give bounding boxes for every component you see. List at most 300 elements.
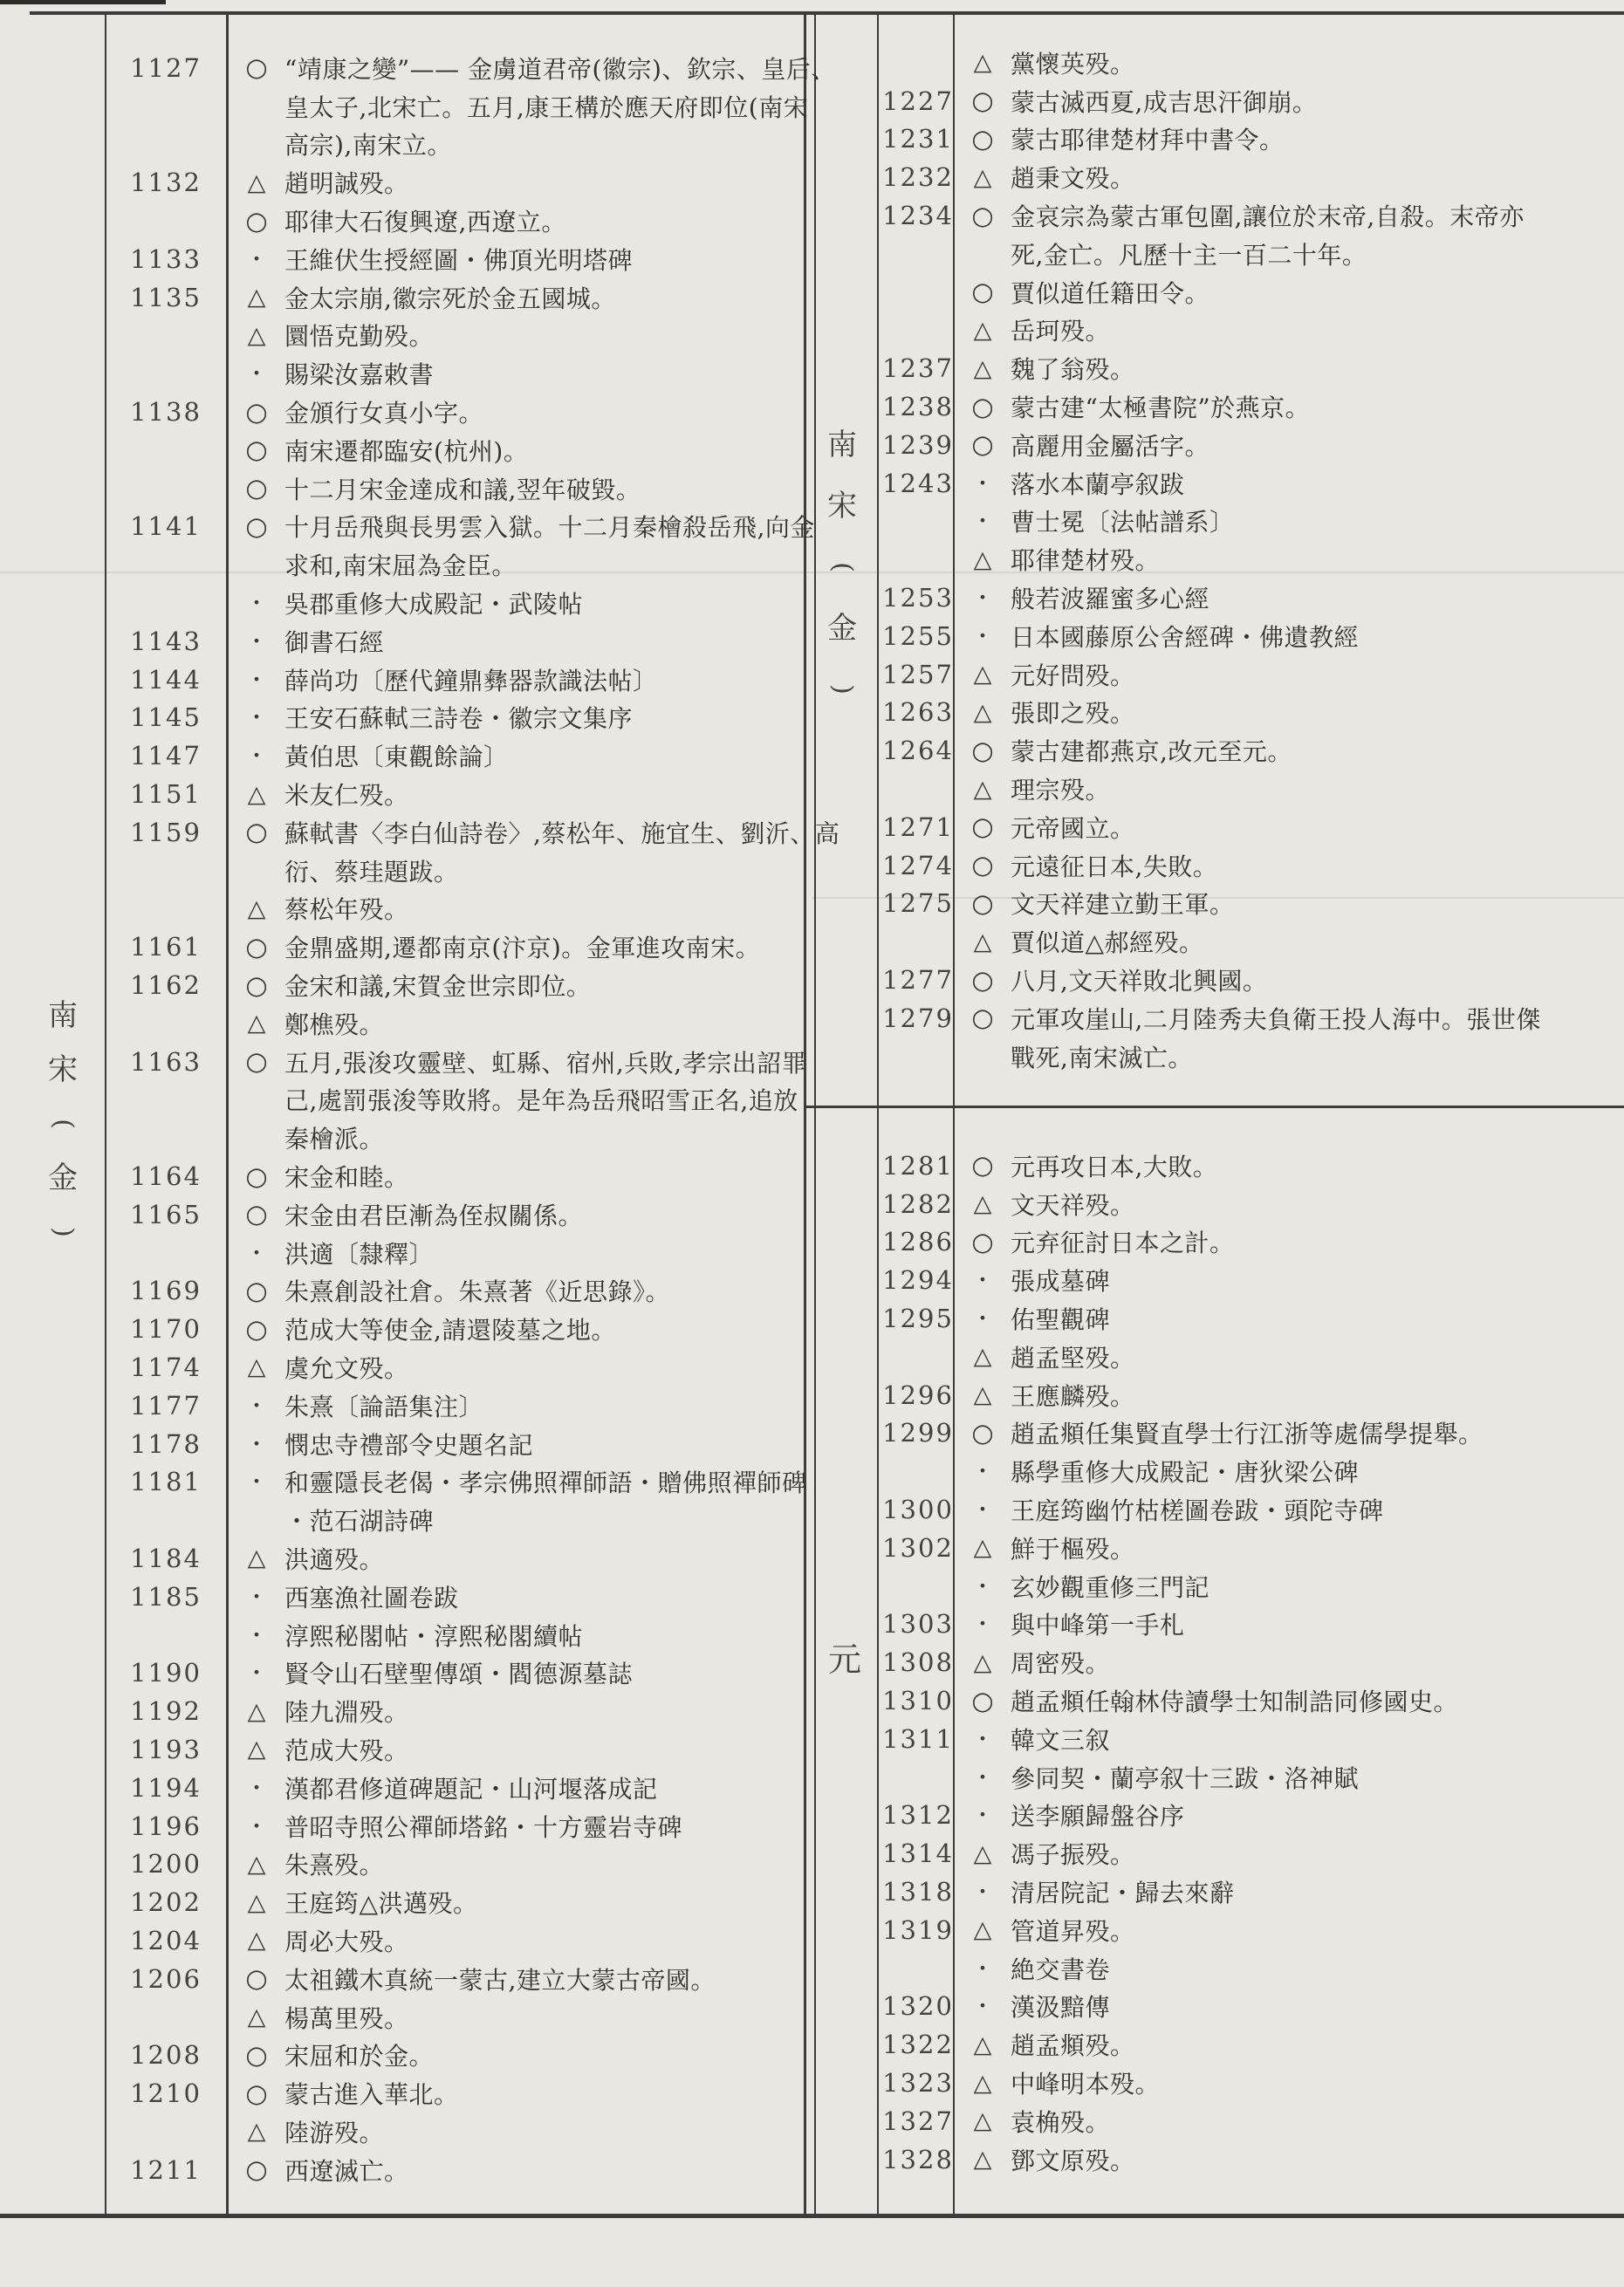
dot-marker-icon: • <box>978 1310 987 1327</box>
entry-text: 五月,張浚攻靈壁、虹縣、宿州,兵敗,孝宗出詔罪 <box>284 1048 807 1078</box>
entry-year: 1208 <box>130 2040 202 2071</box>
entry-text: 己,處罰張浚等敗將。是年為岳飛昭雪正名,追放 <box>284 1086 798 1116</box>
entry-text: 絶交書卷 <box>1011 1955 1111 1984</box>
entry-text: 八月,文天祥敗北興國。 <box>1011 967 1268 996</box>
entry-row <box>130 278 843 317</box>
entry-text: 曹士冕〔法帖譜系〕 <box>1011 508 1235 538</box>
entry-year: 1232 <box>882 162 954 193</box>
entry-row <box>130 1692 843 1730</box>
entry-row <box>882 158 1586 196</box>
entry-text: 玄妙觀重修三門記 <box>1011 1572 1210 1602</box>
table-border-top <box>30 11 1624 15</box>
entry-text: 金哀宗為蒙古軍包圍,讓位於末帝,自殺。末帝亦 <box>1011 202 1525 232</box>
entry-row-continuation <box>284 87 843 126</box>
entry-row <box>882 1834 1586 1873</box>
entry-text: 文天祥殁。 <box>1011 1190 1135 1220</box>
entry-year: 1311 <box>882 1723 954 1754</box>
entry-year: 1227 <box>882 86 954 116</box>
entry-year: 1174 <box>130 1352 202 1382</box>
entry-year: 1327 <box>882 2106 954 2136</box>
circle-marker-icon: ○ <box>971 1685 994 1715</box>
entry-year: 1135 <box>130 282 202 312</box>
entry-year: 1165 <box>130 1199 202 1229</box>
entry-year: 1314 <box>882 1839 954 1869</box>
entry-year: 1231 <box>882 124 954 154</box>
entry-text: 吳郡重修大成殿記・武陵帖 <box>284 590 584 620</box>
entry-row <box>245 202 843 240</box>
dot-marker-icon: • <box>252 1626 261 1643</box>
entry-text: 送李願歸盤谷序 <box>1011 1802 1185 1832</box>
dot-marker-icon: • <box>252 1817 261 1834</box>
entry-row <box>247 1004 843 1043</box>
era-label-char: 宋 <box>827 489 857 524</box>
entry-year: 1275 <box>882 888 954 919</box>
dot-marker-icon: • <box>252 632 261 649</box>
era-label-char: ) <box>48 1227 79 1237</box>
triangle-marker-icon: △ <box>973 661 992 688</box>
entry-text: 求和,南宋屈為金臣。 <box>284 551 517 581</box>
entry-row <box>882 2064 1586 2102</box>
circle-marker-icon: ○ <box>245 396 268 427</box>
entry-year: 1303 <box>882 1609 954 1640</box>
entry-year: 1300 <box>882 1495 954 1525</box>
entry-row <box>882 1261 1586 1299</box>
entry-row <box>978 503 1586 541</box>
era-label-char: ) <box>827 684 858 695</box>
entry-text: 中峰明本殁。 <box>1011 2070 1161 2099</box>
entry-text: 漢汲黯傳 <box>1011 1993 1111 2023</box>
entry-row <box>971 273 1586 312</box>
circle-marker-icon: ○ <box>245 931 268 962</box>
circle-marker-icon: ○ <box>245 205 268 236</box>
triangle-marker-icon: △ <box>247 780 266 808</box>
entry-row <box>130 813 843 852</box>
circle-marker-icon: ○ <box>245 510 268 541</box>
entry-text: 蒙古建都燕京,改元至元。 <box>1011 737 1292 767</box>
entry-text: 朱熹創設社倉。朱熹著《近思錄》。 <box>284 1277 671 1307</box>
dot-marker-icon: • <box>978 1501 987 1518</box>
entry-year: 1299 <box>882 1418 954 1448</box>
entry-row <box>252 1616 843 1654</box>
entry-year: 1196 <box>130 1811 202 1841</box>
entry-text: 陸游殁。 <box>284 2118 385 2147</box>
entry-text: 元軍攻崖山,二月陸秀夫負衛王投人海中。張世傑 <box>1011 1004 1541 1034</box>
entry-text: 賈似道△郝經殁。 <box>1011 928 1204 958</box>
entry-row <box>882 1223 1586 1262</box>
era-label-char: 宋 <box>48 1052 78 1087</box>
circle-marker-icon: ○ <box>971 86 994 116</box>
entry-row <box>882 464 1586 503</box>
entry-text: 陸九淵殁。 <box>284 1698 409 1728</box>
entry-year: 1206 <box>130 1963 202 1994</box>
dot-marker-icon: • <box>978 1959 987 1976</box>
entry-text: 黨懷英殁。 <box>1011 49 1135 79</box>
triangle-marker-icon: △ <box>973 1534 992 1562</box>
entry-year: 1200 <box>130 1849 202 1880</box>
entry-row <box>130 1387 843 1425</box>
entry-year: 1312 <box>882 1800 954 1831</box>
entry-row <box>882 1185 1586 1223</box>
triangle-marker-icon: △ <box>247 168 266 196</box>
entry-row <box>882 2102 1586 2140</box>
entry-row <box>245 431 843 469</box>
dot-marker-icon: • <box>978 512 987 530</box>
triangle-marker-icon: △ <box>247 1850 266 1878</box>
entry-row <box>130 1578 843 1616</box>
circle-marker-icon: ○ <box>971 964 994 995</box>
entry-row <box>130 1730 843 1769</box>
triangle-marker-icon: △ <box>247 1544 266 1572</box>
entry-row-continuation <box>1011 1037 1586 1076</box>
entry-row <box>247 2112 843 2151</box>
entry-row <box>882 731 1586 770</box>
entry-row-continuation <box>284 852 843 890</box>
entry-year: 1133 <box>130 243 202 274</box>
entry-year: 1323 <box>882 2068 954 2099</box>
dot-marker-icon: • <box>252 594 261 612</box>
chronology-column-right-upper <box>882 44 1586 1076</box>
entry-row <box>130 240 843 278</box>
entry-row <box>130 1654 843 1692</box>
circle-marker-icon: ○ <box>245 817 268 847</box>
entry-year: 1320 <box>882 1991 954 2022</box>
entry-row <box>882 1797 1586 1835</box>
circle-marker-icon: ○ <box>245 1313 268 1344</box>
entry-row <box>973 770 1586 808</box>
circle-marker-icon: ○ <box>245 2154 268 2185</box>
triangle-marker-icon: △ <box>973 545 992 573</box>
entry-text: ・范石湖詩碑 <box>284 1507 435 1537</box>
triangle-marker-icon: △ <box>973 2146 992 2174</box>
triangle-marker-icon: △ <box>973 2107 992 2135</box>
entry-row <box>882 999 1586 1037</box>
entry-text: 元再攻日本,大敗。 <box>1011 1152 1218 1181</box>
dot-marker-icon: • <box>252 709 261 726</box>
entry-year: 1237 <box>882 353 954 384</box>
entry-year: 1138 <box>130 397 202 428</box>
triangle-marker-icon: △ <box>247 1888 266 1916</box>
triangle-marker-icon: △ <box>247 284 266 312</box>
entry-text: 般若波羅蜜多心經 <box>1011 585 1210 614</box>
circle-marker-icon: ○ <box>971 1417 994 1448</box>
entry-text: 蒙古建“太極書院”於燕京。 <box>1011 394 1311 423</box>
entry-text: 魏了翁殁。 <box>1011 355 1135 385</box>
entry-row <box>973 1338 1586 1376</box>
era-label-char: 南 <box>48 998 78 1033</box>
entry-text: 蔡松年殁。 <box>284 895 409 925</box>
circle-marker-icon: ○ <box>971 811 994 842</box>
entry-year: 1318 <box>882 1877 954 1907</box>
entry-text: 虞允文殁。 <box>284 1353 409 1383</box>
circle-marker-icon: ○ <box>971 1150 994 1181</box>
entry-year: 1181 <box>130 1467 202 1497</box>
entry-year: 1184 <box>130 1543 202 1573</box>
entry-text: 趙孟堅殁。 <box>1011 1343 1135 1373</box>
entry-row <box>882 961 1586 999</box>
entry-text: 西塞漁社圖卷跋 <box>284 1583 459 1613</box>
vline-left-label <box>105 11 106 2217</box>
dot-marker-icon: • <box>252 1587 261 1605</box>
entry-row <box>882 196 1586 235</box>
entry-row <box>882 426 1586 464</box>
entry-year: 1210 <box>130 2078 202 2109</box>
triangle-marker-icon: △ <box>973 1648 992 1676</box>
era-label-char: ( <box>827 562 858 572</box>
era-label-southern-song-jin-left <box>45 1000 80 1248</box>
entry-text: 縣學重修大成殿記・唐狄梁公碑 <box>1011 1458 1360 1488</box>
entry-year: 1302 <box>882 1532 954 1563</box>
entry-row <box>130 163 843 202</box>
entry-text: 王庭筠幽竹枯槎圖卷跋・頭陀寺碑 <box>1011 1496 1384 1526</box>
entry-text: 張成墓碑 <box>1011 1267 1111 1297</box>
dot-marker-icon: • <box>252 1243 261 1261</box>
entry-text: 岳珂殁。 <box>1011 317 1111 346</box>
entry-year: 1185 <box>130 1581 202 1612</box>
entry-text: 西遼滅亡。 <box>284 2156 409 2186</box>
entry-row <box>882 120 1586 159</box>
entry-year: 1177 <box>130 1390 202 1421</box>
entry-row-continuation <box>284 545 843 584</box>
entry-year: 1264 <box>882 736 954 766</box>
entry-text: 趙明誠殁。 <box>284 169 409 199</box>
dot-marker-icon: • <box>252 365 261 382</box>
entry-year: 1274 <box>882 850 954 880</box>
entry-text: 文天祥建立勤王軍。 <box>1011 890 1235 920</box>
entry-row <box>130 736 843 775</box>
entry-row <box>973 312 1586 350</box>
entry-row <box>882 1490 1586 1529</box>
entry-row <box>978 1452 1586 1490</box>
entry-year: 1295 <box>882 1304 954 1334</box>
dot-marker-icon: • <box>252 1396 261 1414</box>
entry-text: 金鼎盛期,遷都南京(汴京)。金軍進攻南宋。 <box>284 934 761 963</box>
circle-marker-icon: ○ <box>971 1226 994 1256</box>
entry-text: 趙孟頫任翰林侍讀學士知制誥同修國史。 <box>1011 1688 1459 1717</box>
entry-year: 1141 <box>130 511 202 542</box>
circle-marker-icon: ○ <box>245 1161 268 1191</box>
scan-smudge-top-left <box>0 0 166 4</box>
entry-row <box>247 1998 843 2037</box>
entry-row <box>130 775 843 813</box>
dot-marker-icon: • <box>252 1664 261 1681</box>
entry-year: 1239 <box>882 429 954 460</box>
entry-row <box>130 1157 843 1195</box>
entry-year: 1161 <box>130 932 202 962</box>
era-label-char: 金 <box>827 611 857 646</box>
entry-text: 宋屈和於金。 <box>284 2042 435 2071</box>
entry-text: 王庭筠△洪邁殁。 <box>284 1889 478 1919</box>
entry-text: 普昭寺照公禪師塔銘・十方靈岩寺碑 <box>284 1812 683 1842</box>
entry-row <box>882 1529 1586 1567</box>
triangle-marker-icon: △ <box>973 354 992 382</box>
entry-row <box>252 584 843 622</box>
entry-text: 耶律楚材殁。 <box>1011 546 1161 576</box>
dot-marker-icon: • <box>978 1615 987 1633</box>
entry-text: 衍、蔡珪題跋。 <box>284 857 459 887</box>
entry-text: 淳熙秘閣帖・淳熙秘閣續帖 <box>284 1621 584 1651</box>
entry-text: 元帝國立。 <box>1011 813 1135 843</box>
entry-row <box>130 2074 843 2112</box>
entry-row <box>882 349 1586 387</box>
triangle-marker-icon: △ <box>247 321 266 349</box>
dot-marker-icon: • <box>252 670 261 688</box>
chronology-column-left <box>130 49 843 2189</box>
entry-row <box>130 1043 843 1081</box>
entry-text: 趙孟頫殁。 <box>1011 2031 1135 2061</box>
entry-year: 1192 <box>130 1696 202 1727</box>
dot-marker-icon: • <box>252 1778 261 1796</box>
entry-row <box>882 1643 1586 1681</box>
entry-text: “靖康之變”—— 金虜道君帝(徽宗)、欽宗、皇后、 <box>284 54 836 84</box>
circle-marker-icon: ○ <box>245 2078 268 2108</box>
entry-text: 袁桷殁。 <box>1011 2107 1111 2137</box>
entry-year: 1202 <box>130 1887 202 1918</box>
entry-text: 朱熹殁。 <box>284 1851 385 1880</box>
entry-row <box>130 1845 843 1883</box>
entry-row <box>882 617 1586 655</box>
entry-row <box>130 49 843 87</box>
triangle-marker-icon: △ <box>973 49 992 77</box>
entry-year: 1277 <box>882 965 954 996</box>
entry-row <box>978 1567 1586 1606</box>
entry-text: 死,金亡。凡歷十主一百二十年。 <box>1011 240 1367 270</box>
circle-marker-icon: ○ <box>971 123 994 154</box>
entry-row <box>973 44 1586 82</box>
dot-marker-icon: • <box>978 1271 987 1289</box>
entry-text: 洪適殁。 <box>284 1544 385 1574</box>
entry-text: 王應麟殁。 <box>1011 1381 1135 1411</box>
dot-marker-icon: • <box>252 1435 261 1452</box>
entry-row <box>882 655 1586 694</box>
entry-row <box>252 354 843 393</box>
entry-row <box>130 1807 843 1845</box>
entry-text: 高宗),南宋立。 <box>284 131 452 161</box>
entry-year: 1170 <box>130 1314 202 1345</box>
entry-row <box>882 1414 1586 1453</box>
entry-year: 1178 <box>130 1428 202 1459</box>
circle-marker-icon: ○ <box>971 200 994 230</box>
dot-marker-icon: • <box>978 474 987 491</box>
entry-row <box>130 1883 843 1921</box>
entry-year: 1194 <box>130 1772 202 1803</box>
entry-row-continuation <box>1011 235 1586 273</box>
entry-text: 和靈隱長老偈・孝宗佛照禪師語・贈佛照禪師碑 <box>284 1469 807 1498</box>
entry-text: 十月岳飛與長男雲入獄。十二月秦檜殺岳飛,向金 <box>284 513 815 543</box>
entry-row <box>973 540 1586 579</box>
entry-year: 1282 <box>882 1188 954 1219</box>
entry-text: 御書石經 <box>284 627 385 657</box>
entry-text: 理宗殁。 <box>1011 776 1111 805</box>
entry-year: 1143 <box>130 626 202 656</box>
entry-text: 耶律大石復興遼,西遼立。 <box>284 208 566 237</box>
entry-year: 1190 <box>130 1658 202 1688</box>
entry-year: 1204 <box>130 1925 202 1955</box>
circle-marker-icon: ○ <box>245 435 268 465</box>
dot-marker-icon: • <box>978 1997 987 2015</box>
circle-marker-icon: ○ <box>245 52 268 83</box>
entry-year: 1147 <box>130 741 202 771</box>
entry-row <box>882 808 1586 846</box>
entry-text: 清居院記・歸去來辭 <box>1011 1879 1235 1908</box>
triangle-marker-icon: △ <box>973 1839 992 1867</box>
entry-text: 元遠征日本,失敗。 <box>1011 852 1218 881</box>
entry-row <box>882 1988 1586 2026</box>
circle-marker-icon: ○ <box>971 735 994 765</box>
entry-text: 馮子振殁。 <box>1011 1840 1135 1870</box>
entry-text: 南宋遷都臨安(杭州)。 <box>284 436 529 466</box>
entry-year: 1243 <box>882 468 954 498</box>
circle-marker-icon: ○ <box>245 2039 268 2070</box>
entry-row <box>882 579 1586 617</box>
entry-text: 金宋和議,宋賀金世宗即位。 <box>284 972 592 1002</box>
entry-text: 高麗用金屬活字。 <box>1011 431 1210 461</box>
dot-marker-icon: • <box>978 1883 987 1900</box>
entry-text: 黃伯思〔東觀餘論〕 <box>284 743 509 772</box>
entry-text: 范成大殁。 <box>284 1736 409 1765</box>
entry-text: 金太宗崩,徽宗死於金五國城。 <box>284 284 616 313</box>
dot-marker-icon: • <box>978 1768 987 1785</box>
entry-text: 宋金由君臣漸為侄叔關係。 <box>284 1201 584 1230</box>
entry-text: 鄭樵殁。 <box>284 1010 385 1039</box>
entry-text: 鮮于樞殁。 <box>1011 1534 1135 1564</box>
entry-text: 賜梁汝嘉敕書 <box>284 360 435 390</box>
entry-text: 賈似道任籍田令。 <box>1011 278 1210 308</box>
entry-row <box>130 1539 843 1578</box>
entry-row <box>252 1234 843 1272</box>
triangle-marker-icon: △ <box>973 928 992 955</box>
dot-marker-icon: • <box>978 1806 987 1824</box>
entry-row <box>882 387 1586 426</box>
entry-text: 王維伏生授經圖・佛頂光明塔碑 <box>284 245 634 275</box>
circle-marker-icon: ○ <box>971 429 994 460</box>
triangle-marker-icon: △ <box>247 1010 266 1037</box>
era-label-char: 元 <box>827 1640 861 1679</box>
entry-row <box>247 317 843 355</box>
circle-marker-icon: ○ <box>971 850 994 880</box>
entry-year: 1310 <box>882 1686 954 1716</box>
triangle-marker-icon: △ <box>973 775 992 803</box>
entry-row <box>882 82 1586 120</box>
entry-row <box>130 393 843 431</box>
entry-text: 戰死,南宋滅亡。 <box>1011 1043 1193 1072</box>
entry-text: 太祖鐵木真統一蒙古,建立大蒙古帝國。 <box>284 1965 716 1995</box>
entry-row <box>130 966 843 1004</box>
dot-marker-icon: • <box>978 1462 987 1480</box>
entry-row <box>130 1462 843 1501</box>
circle-marker-icon: ○ <box>245 473 268 503</box>
entry-text: 朱熹〔論語集注〕 <box>284 1392 484 1421</box>
entry-row <box>882 885 1586 923</box>
triangle-marker-icon: △ <box>247 1353 266 1381</box>
entry-text: 趙秉文殁。 <box>1011 164 1135 194</box>
dot-marker-icon: • <box>978 589 987 606</box>
entry-text: 薛尚功〔歷代鐘鼎彝器款識法帖〕 <box>284 666 658 695</box>
entry-text: 與中峰第一手札 <box>1011 1611 1185 1640</box>
dot-marker-icon: • <box>978 627 987 644</box>
entry-year: 1145 <box>130 702 202 733</box>
entry-text: 皇太子,北宋亡。五月,康王構於應天府即位(南宋 <box>284 92 809 122</box>
entry-row <box>882 846 1586 885</box>
entry-text: 張即之殁。 <box>1011 699 1135 729</box>
triangle-marker-icon: △ <box>973 1916 992 1944</box>
entry-year: 1271 <box>882 811 954 842</box>
entry-row <box>130 1921 843 1960</box>
entry-year: 1296 <box>882 1380 954 1410</box>
entry-row <box>130 508 843 546</box>
hline-right-era-divider <box>804 1106 1624 1108</box>
era-label-char: ( <box>48 1119 79 1129</box>
entry-year: 1286 <box>882 1227 954 1257</box>
